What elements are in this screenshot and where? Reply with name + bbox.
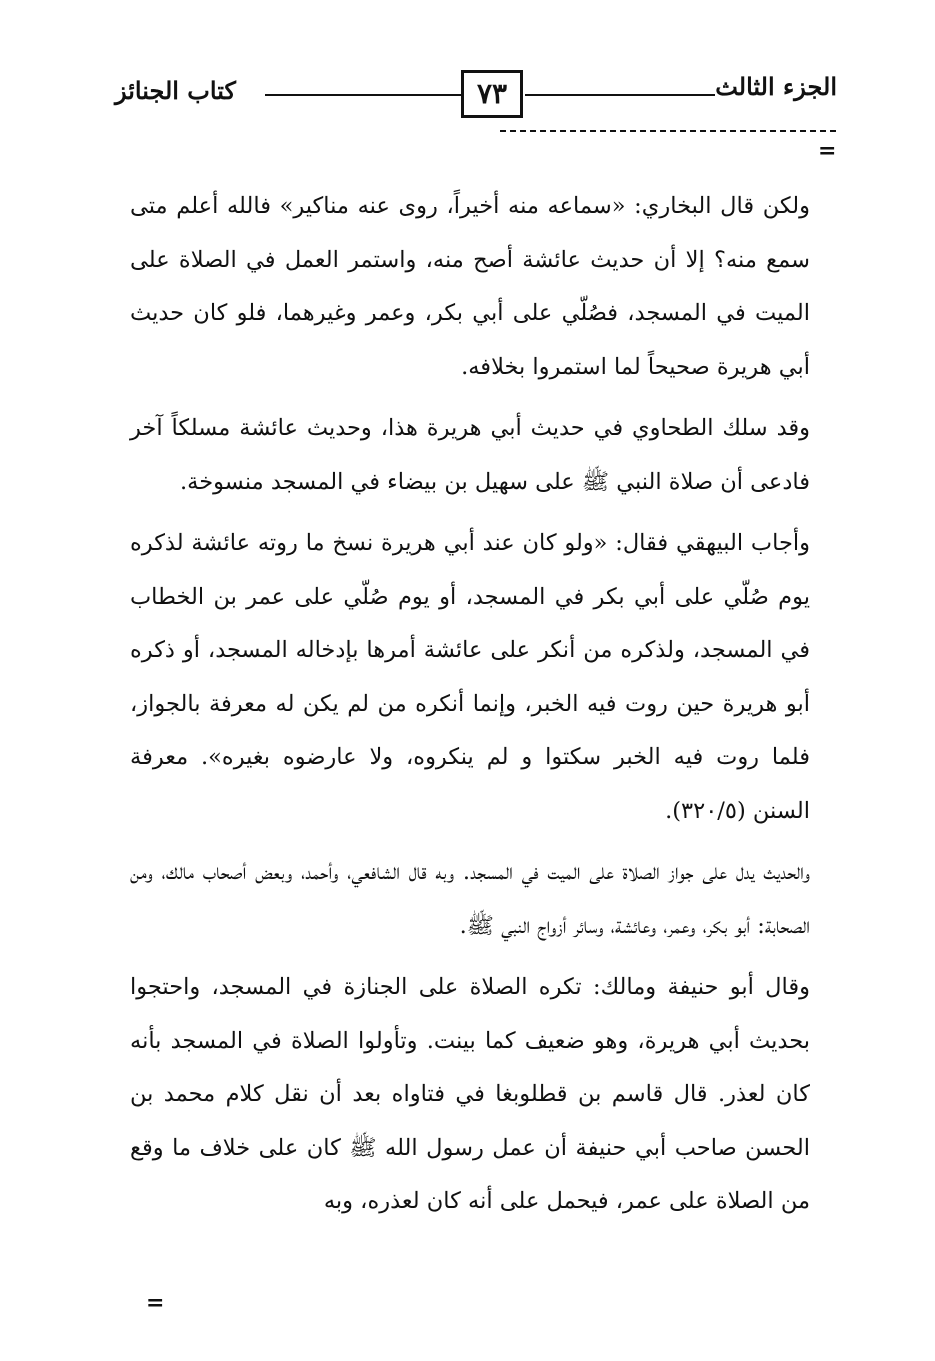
paragraph-3: وأجاب البيهقي فقال: «ولو كان عند أبي هريرة نسخ ما روته عائشة لذكره يوم صُلّي على أبي بكر في المسجد، أو يوم صُلّي على عمر بن الخطاب في المسجد، ولذكره من أنكر على عائشة أمرها بإدخاله المسجد، أو ذكره أبو هريرة حين روت فيه الخبر، وإنما أنكره من لم يكن له معرفة بالجواز، فلما روت فيه الخبر سكتوا و لم ينكروه، ولا عارضوه بغيره». معرفة السنن (٣٢٠/٥). — [130, 530, 810, 824]
book-title: كتاب الجنائز — [115, 76, 236, 105]
page-header — [115, 58, 837, 122]
header-dashed-divider — [500, 130, 836, 132]
body-text — [130, 180, 810, 1237]
page-number: ٧٣ — [461, 70, 523, 118]
paragraph-1: ولكن قال البخاري: «سماعه منه أخيراً، روى عنه مناكير» فالله أعلم متى سمع منه؟ إلا أن حديث عائشة أصح منه، واستمر العمل في الصلاة على الميت في المسجد، فصُلّي على أبي بكر، وعمر وغيرهما، فلو كان حديث أبي هريرة صحيحاً لما استمروا بخلافه. — [130, 193, 810, 380]
paragraph-4: والحديث يدل على جواز الصلاة على الميت في المسجد. وبه قال الشافعي، وأحمد، وبعض أصحاب مالك، ومن الصحابة: أبو بكر، وعمر، وعائشة، وسائر أزواج النبي ﷺ. — [130, 859, 810, 939]
continuation-mark-bottom: = — [146, 1290, 165, 1316]
continuation-mark-top: = — [818, 138, 837, 164]
part-title: الجزء الثالث — [715, 72, 837, 101]
paragraph-5: وقال أبو حنيفة ومالك: تكره الصلاة على الجنازة في المسجد، واحتجوا بحديث أبي هريرة، وهو ضعيف كما بينت. وتأولوا الصلاة في المسجد بأنه كان لعذر. قال قاسم بن قطلوبغا في فتاواه بعد أن نقل كلام محمد بن الحسن صاحب أبي حنيفة أن عمل رسول الله ﷺ كان على خلاف ما وقع من الصلاة على عمر، فيحمل على أنه كان لعذره، وبه — [130, 974, 810, 1214]
paragraph-2: وقد سلك الطحاوي في حديث أبي هريرة هذا، وحديث عائشة مسلكاً آخر فادعى أن صلاة النبي ﷺ على سهيل بن بيضاء في المسجد منسوخة. — [130, 415, 810, 495]
header-rule-left — [265, 94, 461, 96]
header-rule-right — [525, 94, 715, 96]
